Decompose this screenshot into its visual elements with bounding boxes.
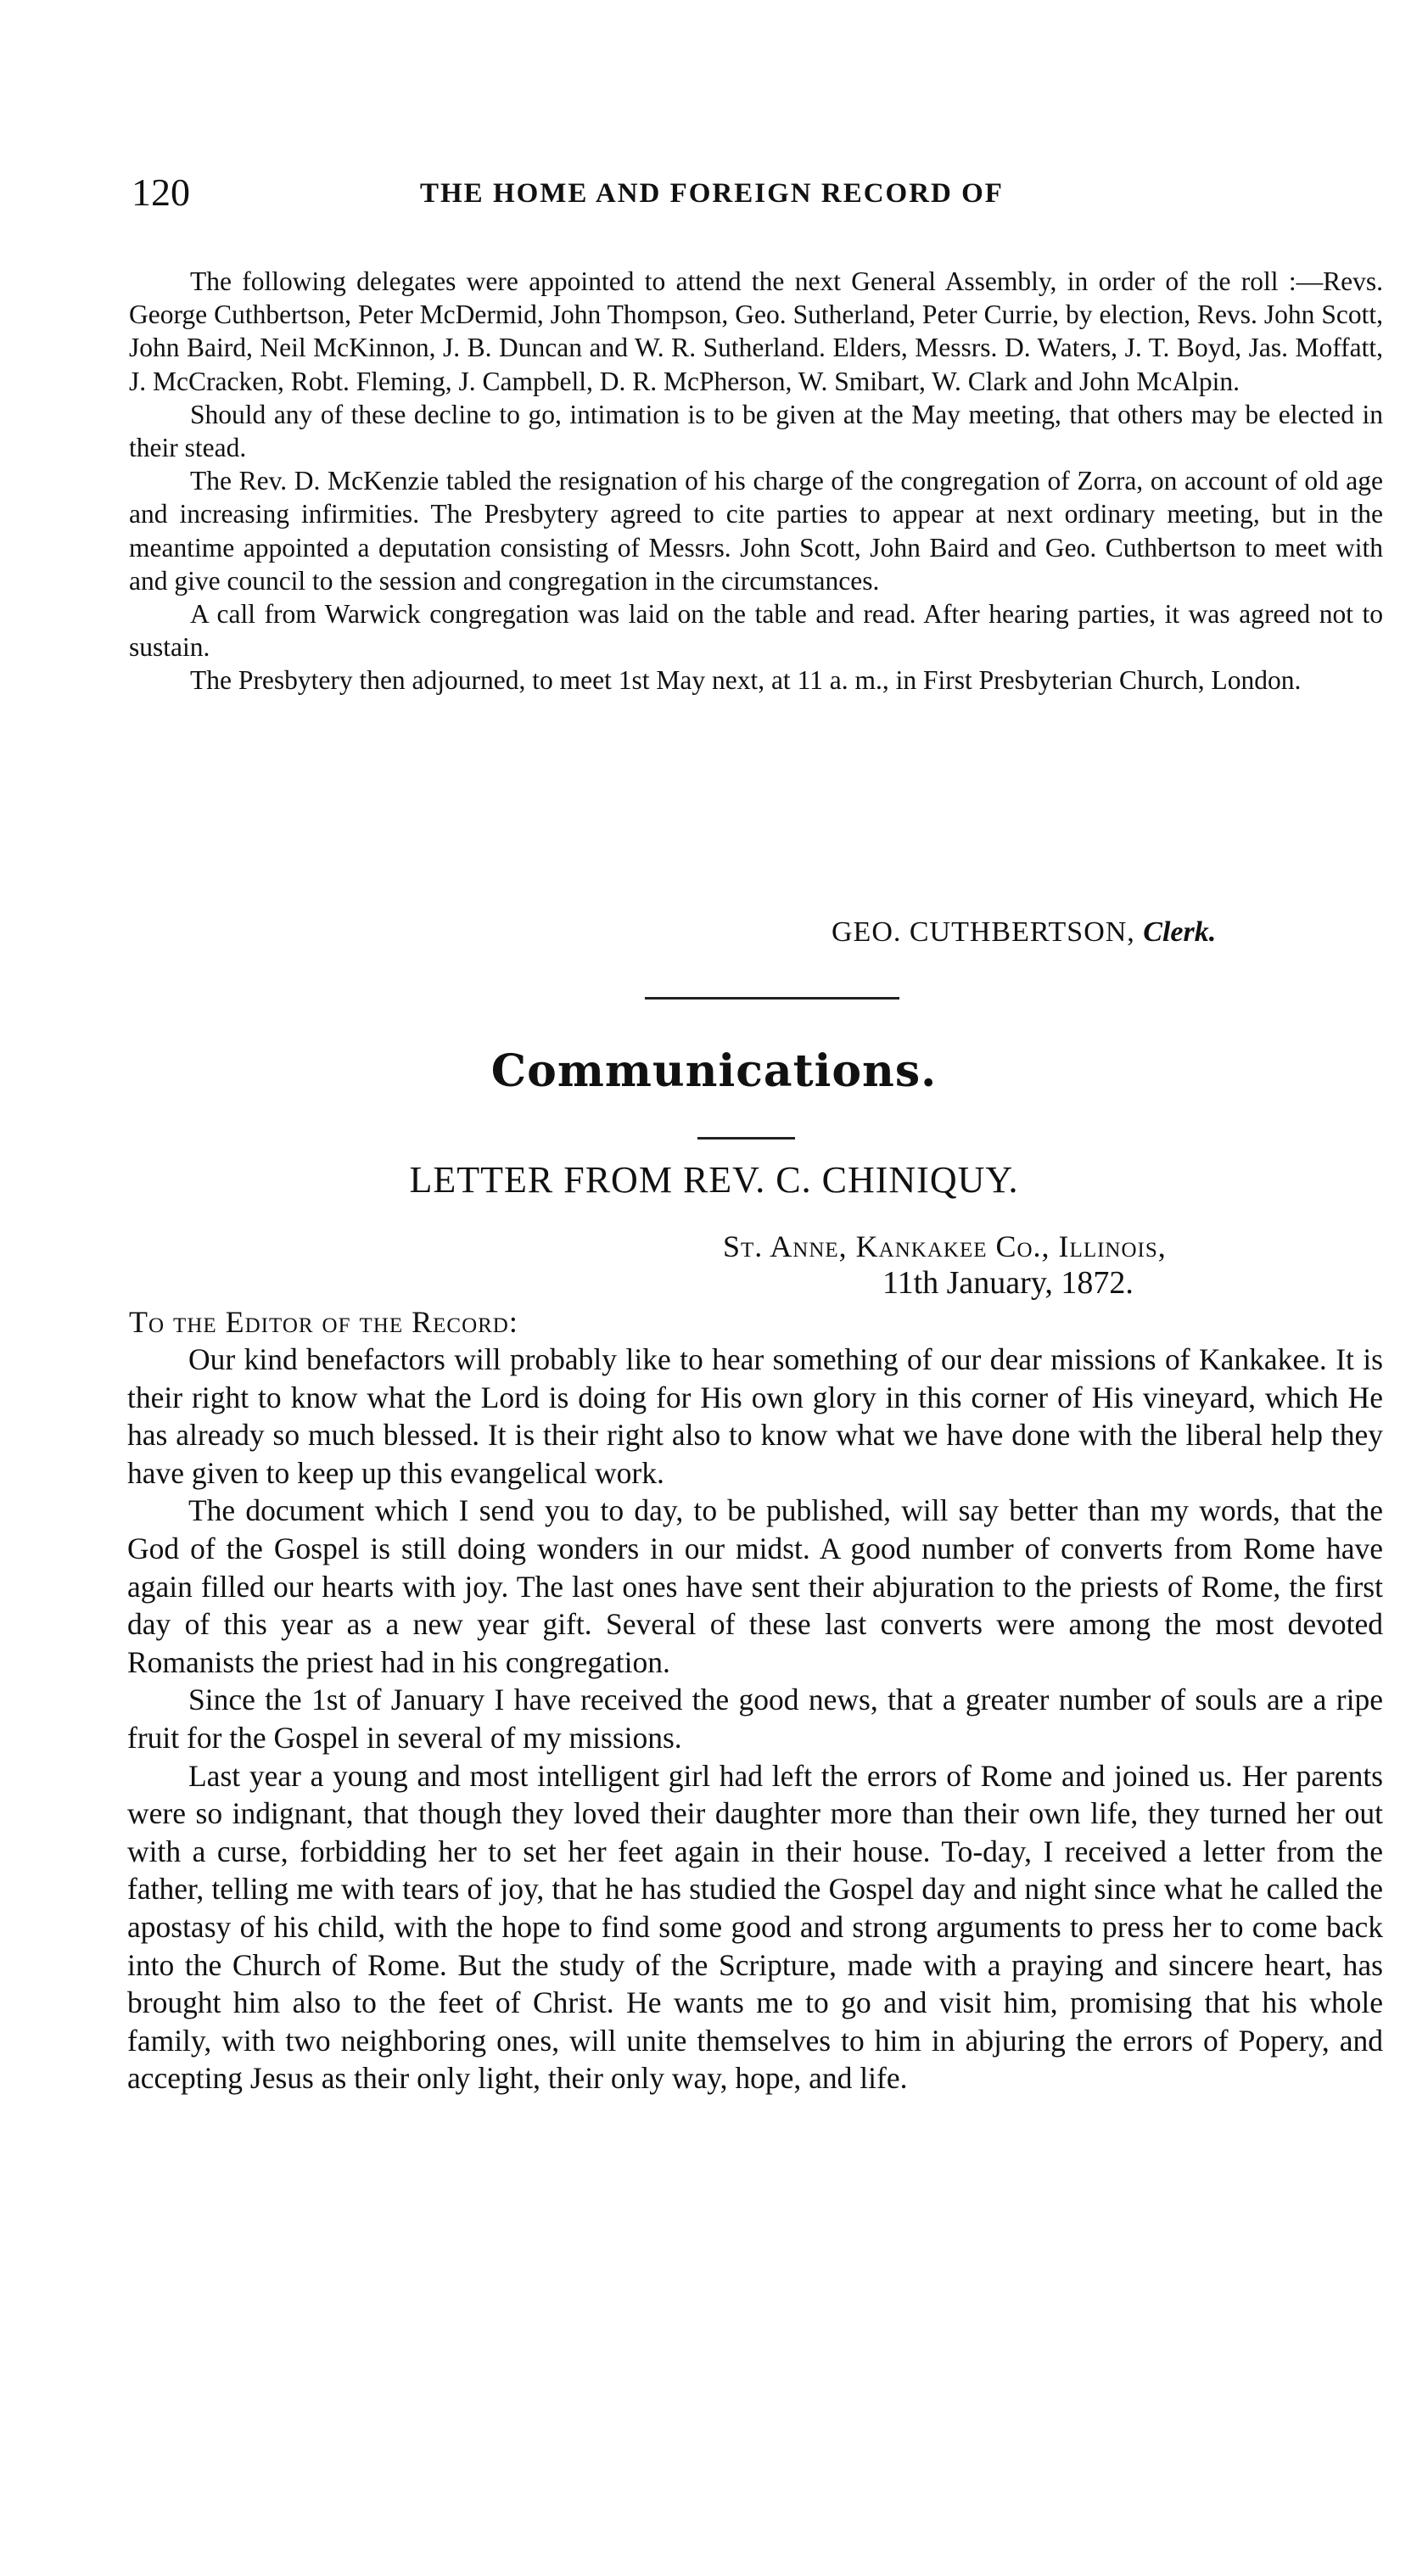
page-number: 120 [132, 171, 190, 214]
letter-paragraph-benefactors: Our kind benefactors will probably like to hear something of our dear missions of Kankakee. It is their right to know what the Lord is doing for His own glory in this corner of His vineyard, which He has already so much blessed. It is their right also to know what we have done with the liberal help they have given to keep up this evangelical work. [127, 1342, 1383, 1490]
page-header [132, 170, 1235, 221]
minutes-paragraph-call: A call from Warwick congregation was laid on the table and read. After hearing parties, it was agreed not to sustain. [129, 599, 1383, 663]
presbytery-minutes [129, 265, 1383, 697]
minutes-paragraph-adjourned: The Presbytery then adjourned, to meet 1st May next, at 11 a. m., in First Presbyterian Church, London. [190, 665, 1302, 696]
minutes-paragraph-resignation: The Rev. D. McKenzie tabled the resignation of his charge of the congregation of Zorra, on account of old age and increasing infirmities. The Presbytery agreed to cite parties to appear at next ordinary meeting, but in the meantime appointed a deputation consisting of Messrs. John Scott, John Baird and Geo. Cuthbertson to meet with and give council to the session and congregation in the circumstances. [129, 466, 1383, 596]
letter-title: LETTER FROM REV. C. CHINIQUY. [409, 1159, 1019, 1201]
heading-divider [697, 1137, 795, 1140]
section-heading: Communications. [490, 1045, 938, 1097]
letter-paragraph-news: Since the 1st of January I have received the good news, that a greater number of souls are a ripe fruit for the Gospel in several of my missions. [127, 1683, 1383, 1755]
section-divider [645, 997, 899, 1000]
minutes-paragraph-delegates: The following delegates were appointed to attend the next General Assembly, in order of the roll :—Revs. George Cuthbertson, Peter McDermid, John Thompson, Geo. Sutherland, Peter Currie, by election, Revs. John Scott, John Baird, Neil McKinnon, J. B. Duncan and W. R. Sutherland. Elders, Messrs. D. Waters, J. T. Boyd, Jas. Moffatt, J. McCracken, Robt. Fleming, J. Campbell, D. R. McPherson, W. Smibart, W. Clark and John McAlpin. [129, 266, 1383, 396]
letter-salutation: To the Editor of the Record: [129, 1305, 518, 1339]
letter-paragraph-girl: Last year a young and most intelligent girl had left the errors of Rome and joined us. Her parents were so indignant, that though they loved their daughter more than their own life, they turned her out with a curse, forbidding her to set her feet again in their house. To-day, I received a letter from the father, telling me with tears of joy, that he has studied the Gospel day and night since what he called the apostasy of his child, with the hope to find some good and strong arguments to press her to come back into the Church of Rome. But the study of the Scripture, made with a praying and sincere heart, has brought him also to the feet of Christ. He wants me to go and visit him, promising that his whole family, with two neighboring ones, will unite themselves to him in abjuring the errors of Popery, and accepting Jesus as their only light, their only way, hope, and life. [127, 1758, 1383, 2096]
letter-date: 11th January, 1872. [882, 1265, 1134, 1301]
clerk-signature [832, 916, 1216, 949]
letter-body [127, 1341, 1383, 2097]
minutes-paragraph-decline: Should any of these decline to go, intimation is to be given at the May meeting, that others may be elected in their stead. [129, 399, 1383, 463]
letter-place: St. Anne, Kankakee Co., Illinois, [723, 1229, 1167, 1263]
clerk-role: Clerk. [1143, 916, 1217, 948]
letter-paragraph-document: The document which I send you to day, to be published, will say better than my words, that the God of the Gospel is still doing wonders in our midst. A good number of converts from Rome have again filled our hearts with joy. The last ones have sent their abjuration to the priests of Rome, the first day of this year as a new year gift. Several of these last converts were among the most devoted Romanists the priest had in his congregation. [127, 1493, 1383, 1679]
clerk-name: GEO. CUTHBERTSON, [832, 916, 1135, 948]
running-title: THE HOME AND FOREIGN RECORD OF [420, 178, 1004, 209]
